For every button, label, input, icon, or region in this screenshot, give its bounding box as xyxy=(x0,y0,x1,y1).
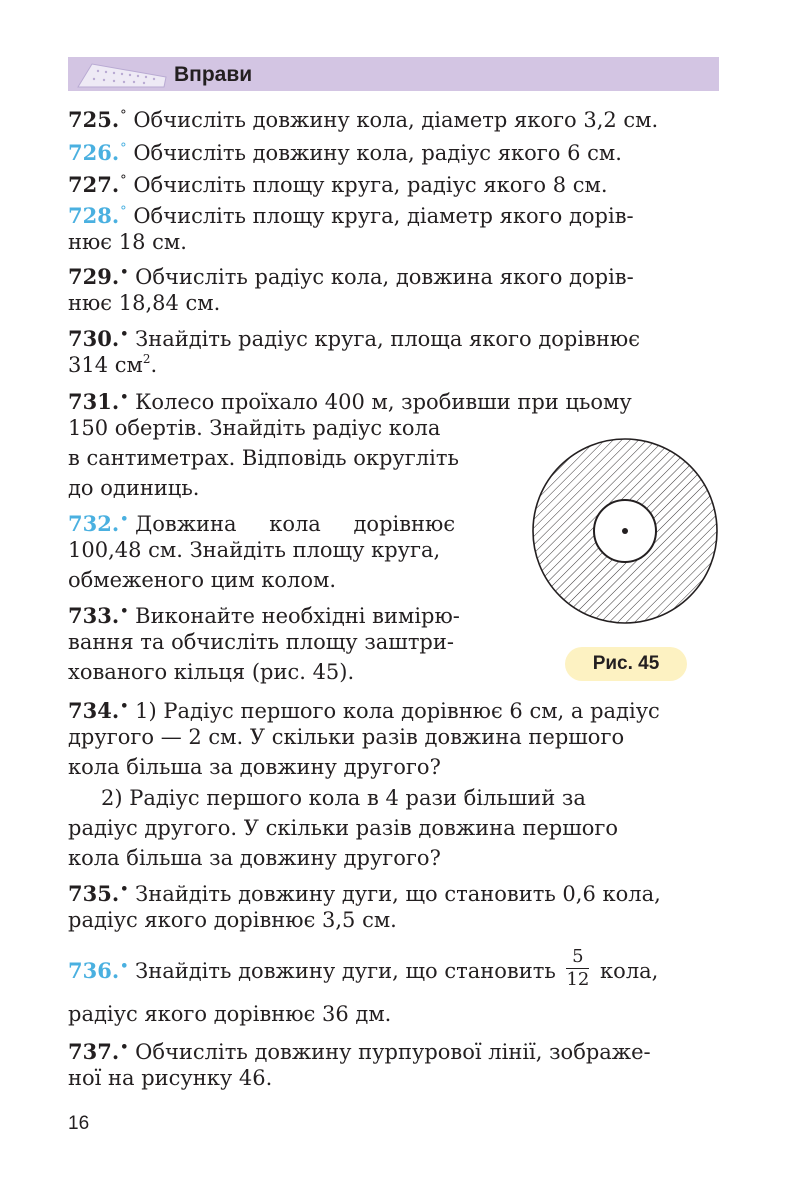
exercise-734-line4: 2) Радіус першого кола в 4 рази більший за xyxy=(101,786,586,810)
exercise-731-line2: 150 обертів. Знайдіть радіус кола xyxy=(68,416,441,440)
section-title: Вправи xyxy=(174,63,253,86)
exercise-text: Колесо проїхало 400 м, зробивши при цьому xyxy=(135,390,632,414)
exercise-729-line2: нює 18,84 см. xyxy=(68,291,221,315)
exercise-text: Обчисліть площу круга, діаметр якого дорів- xyxy=(133,204,634,228)
page-number: 16 xyxy=(68,1113,90,1134)
exercise-732-line3: обмеженого цим колом. xyxy=(68,568,337,592)
difficulty-mark: • xyxy=(120,959,129,974)
exercise-text: Обчисліть довжину кола, діаметр якого 3,2 см. xyxy=(133,108,659,132)
difficulty-mark: ° xyxy=(120,108,127,123)
exercise-text: Знайдіть радіус круга, площа якого дорівнює xyxy=(135,327,640,351)
difficulty-mark: ° xyxy=(120,204,127,219)
exercise-732-line2: 100,48 см. Знайдіть площу круга, xyxy=(68,538,441,562)
difficulty-mark: • xyxy=(120,882,129,897)
exercise-number: 727. xyxy=(68,172,120,197)
exercise-730 xyxy=(68,320,640,354)
exercise-734-line5: радіус другого. У скільки разів довжина першого xyxy=(68,816,619,840)
exercise-text: Обчисліть площу круга, радіус якого 8 см. xyxy=(133,173,608,197)
exercise-731-line3: в сантиметрах. Відповідь округліть xyxy=(68,446,459,470)
exercise-text: 1) Радіус першого кола дорівнює 6 см, а радіус xyxy=(135,699,660,723)
difficulty-mark: ° xyxy=(120,173,127,188)
exercise-731-line4: до одиниць. xyxy=(68,476,200,500)
superscript: 2 xyxy=(142,352,151,366)
period: . xyxy=(150,353,158,377)
fraction xyxy=(566,946,589,991)
ring-figure xyxy=(531,437,719,625)
difficulty-mark: • xyxy=(120,1040,129,1055)
exercise-735-line2: радіус якого дорівнює 3,5 см. xyxy=(68,908,397,932)
exercise-number: 733. xyxy=(68,603,120,628)
center-point xyxy=(622,528,628,534)
exercise-733-line3: хованого кільця (рис. 45). xyxy=(68,660,355,684)
exercise-734 xyxy=(68,692,660,726)
exercise-number: 735. xyxy=(68,881,120,906)
exercise-734-line3: кола більша за довжину другого? xyxy=(68,755,441,779)
exercise-736 xyxy=(68,942,658,996)
exercise-text: Знайдіть довжину дуги, що становить 0,6 кола, xyxy=(135,882,661,906)
exercise-number: 730. xyxy=(68,326,120,351)
exercise-number: 728. xyxy=(68,203,120,228)
exercise-725 xyxy=(68,101,658,135)
difficulty-mark: ° xyxy=(120,141,127,156)
exercise-731 xyxy=(68,383,632,417)
exercise-number: 725. xyxy=(68,107,120,132)
figure-caption: Рис. 45 xyxy=(565,647,687,681)
exercise-729 xyxy=(68,258,634,292)
exercise-737 xyxy=(68,1033,651,1067)
exercise-732 xyxy=(68,505,508,539)
difficulty-mark: • xyxy=(120,327,129,342)
exercise-number: 731. xyxy=(68,389,120,414)
area-value: 314 см xyxy=(68,353,143,377)
exercise-728 xyxy=(68,197,634,231)
exercise-number: 732. xyxy=(68,511,120,536)
exercise-number: 734. xyxy=(68,698,120,723)
ruler-icon xyxy=(74,61,170,89)
exercise-726 xyxy=(68,134,622,168)
exercise-734-line2: другого — 2 см. У скільки разів довжина першого xyxy=(68,725,625,749)
exercise-number: 737. xyxy=(68,1039,120,1064)
difficulty-mark: • xyxy=(120,390,129,405)
exercise-number: 736. xyxy=(68,958,120,983)
fraction-numerator: 5 xyxy=(566,946,589,969)
difficulty-mark: • xyxy=(120,604,129,619)
difficulty-mark: • xyxy=(120,265,129,280)
fraction-denominator: 12 xyxy=(566,969,590,990)
exercise-number: 729. xyxy=(68,264,120,289)
exercise-735 xyxy=(68,875,661,909)
exercise-730-line2 xyxy=(68,350,157,380)
exercise-text-end: кола, xyxy=(600,959,659,983)
exercise-727 xyxy=(68,166,608,200)
exercise-text: Обчисліть радіус кола, довжина якого дорів- xyxy=(135,265,634,289)
exercise-733 xyxy=(68,597,460,631)
exercise-733-line2: вання та обчисліть площу заштри- xyxy=(68,630,454,654)
exercise-734-line6: кола більша за довжину другого? xyxy=(68,846,441,870)
exercise-text: Знайдіть довжину дуги, що становить xyxy=(135,959,556,983)
section-header xyxy=(68,57,719,91)
difficulty-mark: • xyxy=(120,512,129,527)
exercise-text: Довжина кола дорівнює xyxy=(135,512,456,536)
exercise-736-line2: радіус якого дорівнює 36 дм. xyxy=(68,1002,392,1026)
exercise-text: Обчисліть довжину кола, радіус якого 6 см. xyxy=(133,141,622,165)
exercise-number: 726. xyxy=(68,140,120,165)
exercise-728-line2: нює 18 см. xyxy=(68,230,187,254)
exercise-737-line2: ної на рисунку 46. xyxy=(68,1066,273,1090)
exercise-text: Обчисліть довжину пурпурової лінії, зображе- xyxy=(135,1040,651,1064)
difficulty-mark: • xyxy=(120,699,129,714)
exercise-text: Виконайте необхідні вимірю- xyxy=(135,604,460,628)
